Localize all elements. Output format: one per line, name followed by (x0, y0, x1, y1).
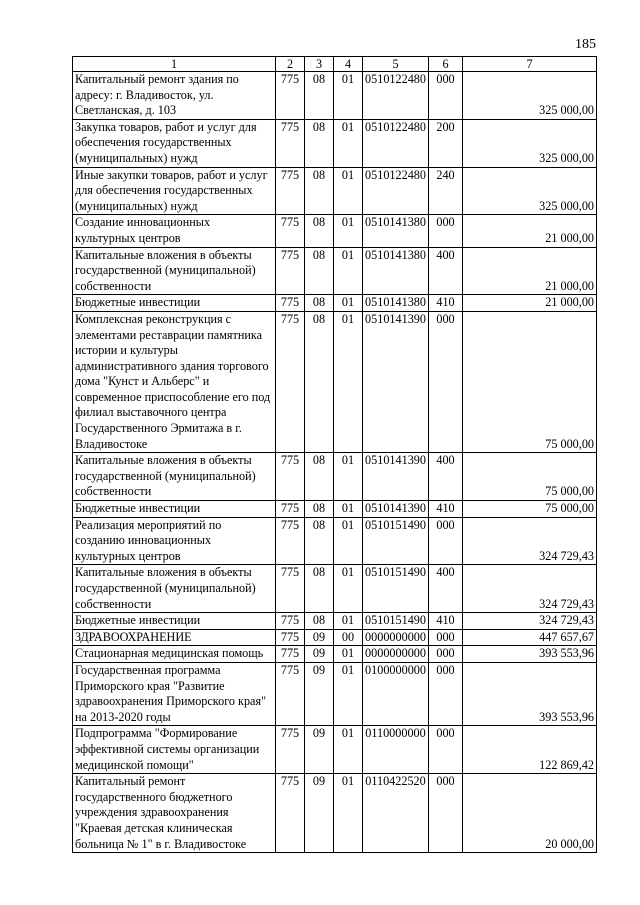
row-name-cell: Реализация мероприятий по созданию инновационных культурных центров (73, 517, 276, 565)
subsection-cell: 01 (334, 247, 363, 295)
subsection-cell: 00 (334, 629, 363, 646)
table-row (73, 119, 597, 167)
section-cell: 09 (305, 646, 334, 663)
amount-cell: 75 000,00 (463, 311, 597, 452)
subsection-cell: 01 (334, 295, 363, 312)
target-article-cell: 0110422520 (363, 774, 429, 853)
row-name-cell: Подпрограмма "Формирование эффективной системы организации медицинской помощи" (73, 726, 276, 774)
row-name-cell: Комплексная реконструкция с элементами реставрации памятника истории и культуры административного здания торгового дома "Кунст и Альберс" и современное приспособление его под филиал выставочного центра Государственного Эрмитажа в г. Владивостоке (73, 311, 276, 452)
expense-type-cell: 000 (429, 517, 463, 565)
table-row (73, 215, 597, 247)
target-article-cell: 0000000000 (363, 646, 429, 663)
header-cell: 5 (363, 57, 429, 72)
amount-cell: 75 000,00 (463, 453, 597, 501)
subsection-cell: 01 (334, 565, 363, 613)
page-number: 185 (575, 37, 596, 52)
subsection-cell: 01 (334, 646, 363, 663)
target-article-cell: 0510151490 (363, 517, 429, 565)
header-cell: 6 (429, 57, 463, 72)
header-cell: 1 (73, 57, 276, 72)
code-cell: 775 (276, 629, 305, 646)
subsection-cell: 01 (334, 311, 363, 452)
expense-type-cell: 200 (429, 119, 463, 167)
expense-type-cell: 410 (429, 295, 463, 312)
amount-cell: 21 000,00 (463, 247, 597, 295)
row-name-cell: Капитальный ремонт государственного бюджетного учреждения здравоохранения "Краевая детская клиническая больница № 1" в г. Владивостоке (73, 774, 276, 853)
table-row (73, 247, 597, 295)
code-cell: 775 (276, 726, 305, 774)
target-article-cell: 0510122480 (363, 119, 429, 167)
code-cell: 775 (276, 295, 305, 312)
expense-type-cell: 000 (429, 72, 463, 120)
amount-cell: 21 000,00 (463, 215, 597, 247)
subsection-cell: 01 (334, 726, 363, 774)
header-cell: 4 (334, 57, 363, 72)
section-cell: 08 (305, 501, 334, 518)
budget-table (72, 56, 597, 853)
subsection-cell: 01 (334, 215, 363, 247)
target-article-cell: 0510141390 (363, 453, 429, 501)
table-header (73, 57, 597, 72)
target-article-cell: 0100000000 (363, 662, 429, 725)
code-cell: 775 (276, 311, 305, 452)
row-name-cell: Стационарная медицинская помощь (73, 646, 276, 663)
amount-cell: 325 000,00 (463, 72, 597, 120)
table-row (73, 613, 597, 630)
amount-cell: 324 729,43 (463, 613, 597, 630)
section-cell: 08 (305, 119, 334, 167)
table-row (73, 726, 597, 774)
amount-cell: 324 729,43 (463, 517, 597, 565)
code-cell: 775 (276, 247, 305, 295)
subsection-cell: 01 (334, 501, 363, 518)
row-name-cell: ЗДРАВООХРАНЕНИЕ (73, 629, 276, 646)
header-cell: 3 (305, 57, 334, 72)
section-cell: 09 (305, 774, 334, 853)
section-cell: 08 (305, 613, 334, 630)
amount-cell: 393 553,96 (463, 662, 597, 725)
subsection-cell: 01 (334, 613, 363, 630)
code-cell: 775 (276, 215, 305, 247)
row-name-cell: Закупка товаров, работ и услуг для обеспечения государственных (муниципальных) нужд (73, 119, 276, 167)
code-cell: 775 (276, 774, 305, 853)
expense-type-cell: 400 (429, 247, 463, 295)
expense-type-cell: 400 (429, 565, 463, 613)
target-article-cell: 0510141380 (363, 247, 429, 295)
expense-type-cell: 410 (429, 501, 463, 518)
table-row (73, 629, 597, 646)
row-name-cell: Бюджетные инвестиции (73, 501, 276, 518)
code-cell: 775 (276, 453, 305, 501)
table-row (73, 295, 597, 312)
expense-type-cell: 000 (429, 629, 463, 646)
table-body (73, 72, 597, 853)
row-name-cell: Капитальный ремонт здания по адресу: г. Владивосток, ул. Светланская, д. 103 (73, 72, 276, 120)
amount-cell: 75 000,00 (463, 501, 597, 518)
code-cell: 775 (276, 501, 305, 518)
subsection-cell: 01 (334, 662, 363, 725)
section-cell: 08 (305, 167, 334, 215)
target-article-cell: 0510122480 (363, 72, 429, 120)
code-cell: 775 (276, 167, 305, 215)
table-row (73, 774, 597, 853)
code-cell: 775 (276, 662, 305, 725)
section-cell: 08 (305, 311, 334, 452)
table-row (73, 646, 597, 663)
header-cell: 2 (276, 57, 305, 72)
row-name-cell: Капитальные вложения в объекты государственной (муниципальной) собственности (73, 247, 276, 295)
amount-cell: 325 000,00 (463, 119, 597, 167)
amount-cell: 20 000,00 (463, 774, 597, 853)
row-name-cell: Бюджетные инвестиции (73, 295, 276, 312)
amount-cell: 325 000,00 (463, 167, 597, 215)
section-cell: 09 (305, 629, 334, 646)
section-cell: 08 (305, 517, 334, 565)
section-cell: 08 (305, 453, 334, 501)
table-row (73, 311, 597, 452)
section-cell: 08 (305, 72, 334, 120)
code-cell: 775 (276, 119, 305, 167)
expense-type-cell: 000 (429, 646, 463, 663)
expense-type-cell: 400 (429, 453, 463, 501)
expense-type-cell: 000 (429, 215, 463, 247)
target-article-cell: 0110000000 (363, 726, 429, 774)
subsection-cell: 01 (334, 517, 363, 565)
row-name-cell: Государственная программа Приморского края "Развитие здравоохранения Приморского края" на 2013-2020 годы (73, 662, 276, 725)
subsection-cell: 01 (334, 119, 363, 167)
amount-cell: 324 729,43 (463, 565, 597, 613)
target-article-cell: 0510151490 (363, 565, 429, 613)
row-name-cell: Иные закупки товаров, работ и услуг для обеспечения государственных (муниципальных) нужд (73, 167, 276, 215)
header-row (73, 57, 597, 72)
target-article-cell: 0510141380 (363, 215, 429, 247)
code-cell: 775 (276, 613, 305, 630)
subsection-cell: 01 (334, 453, 363, 501)
row-name-cell: Капитальные вложения в объекты государственной (муниципальной) собственности (73, 453, 276, 501)
section-cell: 08 (305, 247, 334, 295)
table-row (73, 662, 597, 725)
section-cell: 08 (305, 295, 334, 312)
section-cell: 09 (305, 662, 334, 725)
amount-cell: 122 869,42 (463, 726, 597, 774)
target-article-cell: 0510141390 (363, 501, 429, 518)
amount-cell: 21 000,00 (463, 295, 597, 312)
target-article-cell: 0510122480 (363, 167, 429, 215)
table-row (73, 72, 597, 120)
code-cell: 775 (276, 517, 305, 565)
table-row (73, 565, 597, 613)
code-cell: 775 (276, 72, 305, 120)
code-cell: 775 (276, 565, 305, 613)
row-name-cell: Бюджетные инвестиции (73, 613, 276, 630)
table-row (73, 453, 597, 501)
code-cell: 775 (276, 646, 305, 663)
section-cell: 08 (305, 565, 334, 613)
amount-cell: 393 553,96 (463, 646, 597, 663)
subsection-cell: 01 (334, 774, 363, 853)
section-cell: 09 (305, 726, 334, 774)
table-row (73, 167, 597, 215)
expense-type-cell: 240 (429, 167, 463, 215)
expense-type-cell: 410 (429, 613, 463, 630)
row-name-cell: Капитальные вложения в объекты государственной (муниципальной) собственности (73, 565, 276, 613)
subsection-cell: 01 (334, 167, 363, 215)
table-row (73, 517, 597, 565)
amount-cell: 447 657,67 (463, 629, 597, 646)
target-article-cell: 0510141380 (363, 295, 429, 312)
header-cell: 7 (463, 57, 597, 72)
target-article-cell: 0510141390 (363, 311, 429, 452)
expense-type-cell: 000 (429, 311, 463, 452)
row-name-cell: Создание инновационных культурных центров (73, 215, 276, 247)
expense-type-cell: 000 (429, 726, 463, 774)
table-row (73, 501, 597, 518)
subsection-cell: 01 (334, 72, 363, 120)
expense-type-cell: 000 (429, 774, 463, 853)
target-article-cell: 0000000000 (363, 629, 429, 646)
expense-type-cell: 000 (429, 662, 463, 725)
target-article-cell: 0510151490 (363, 613, 429, 630)
section-cell: 08 (305, 215, 334, 247)
